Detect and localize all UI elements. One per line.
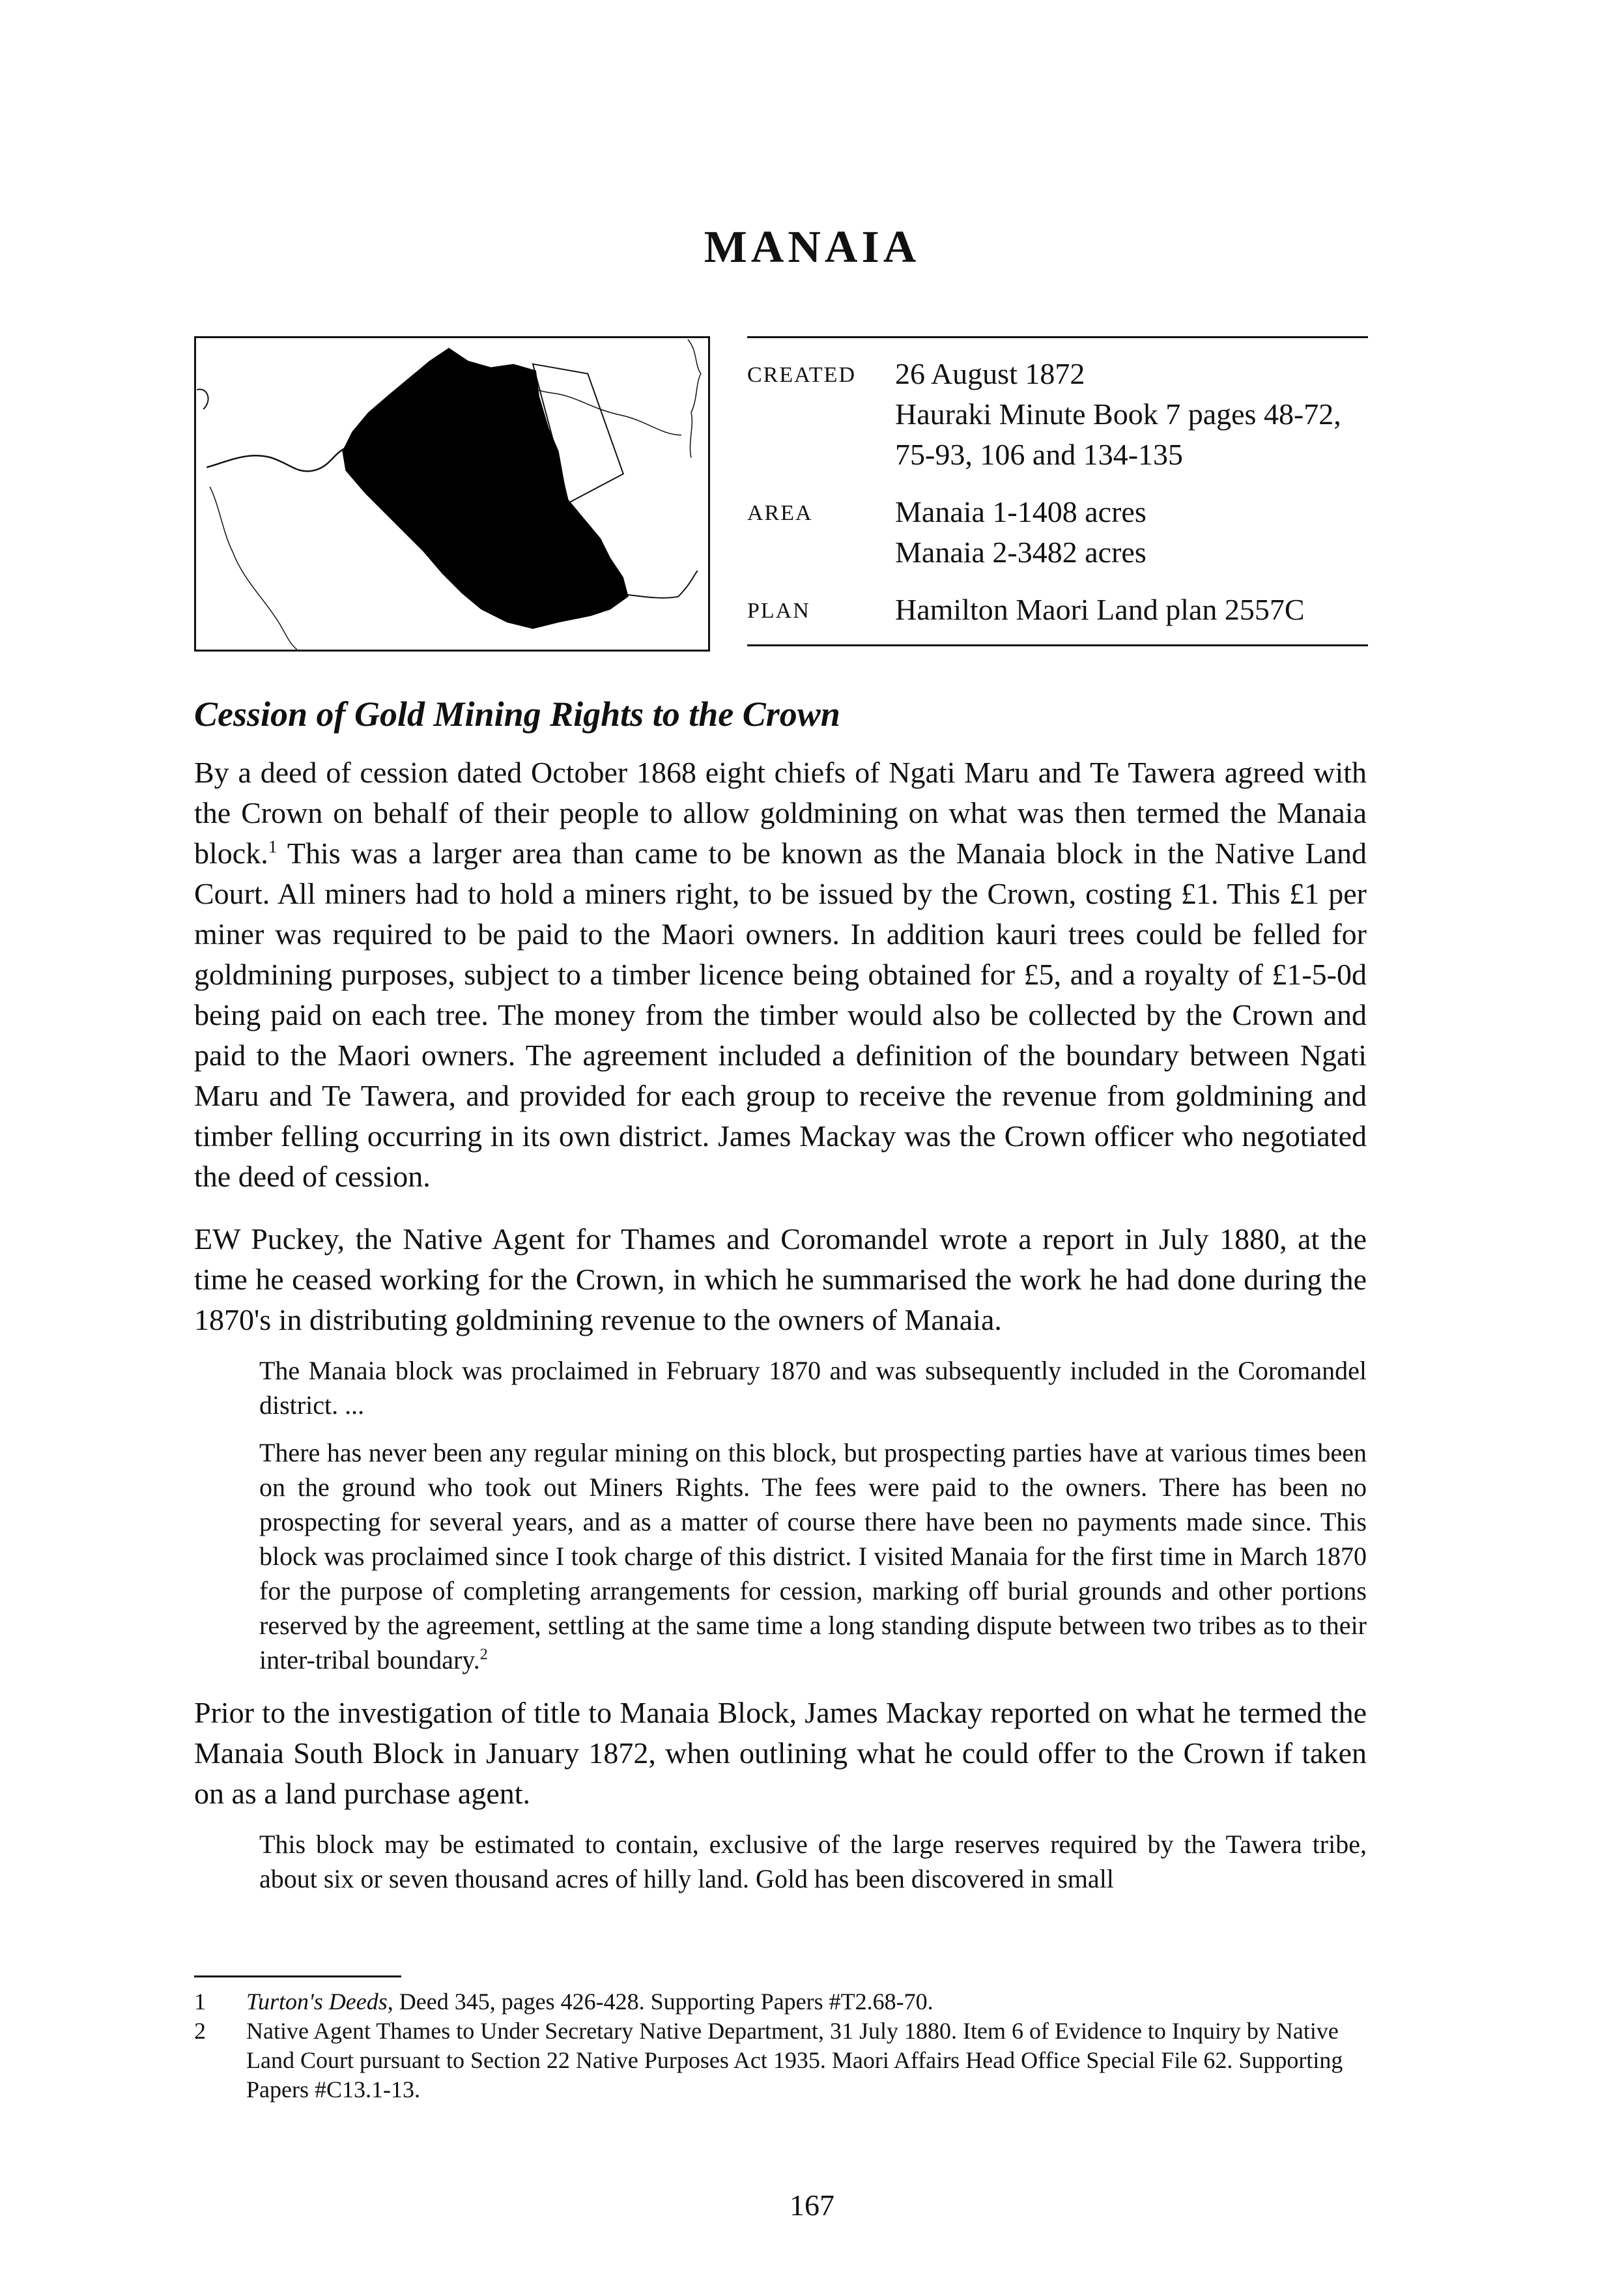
created-label: CREATED — [747, 363, 856, 387]
footnote-number: 1 — [194, 1989, 206, 2015]
plan-row — [747, 590, 1368, 630]
quote-paragraph-2: There has never been any regular mining on this block, but prospecting parties have at various times been on the ground who took out Miners Rights. The fees were paid to the owners. There has been no prospecting for several years, and as a matter of course there have been no payments made since. This block was proclaimed since I took charge of this district. I visited Manaia for the first time in March 1870 for the purpose of completing arrangements for cession, marking off burial grounds and other portions reserved by the agreement, settling at the same time a long standing dispute between two tribes as to their inter-tribal boundary.$^2$ — [259, 1438, 1367, 1674]
plan-label: PLAN — [747, 599, 810, 623]
area-row — [747, 492, 1368, 573]
area-label: AREA — [747, 501, 813, 525]
footnote-text: Native Agent Thames to Under Secretary Native Department, 31 July 1880. Item 6 of Evidence to Inquiry by Native Land Court pursuant to Section 22 Native Purposes Act 1935. Maori Affairs Head Office Special File 62. Supporting Papers #C13.1-13. — [246, 2018, 1343, 2103]
page-number: 167 — [790, 2189, 834, 2222]
paragraph-3: Prior to the investigation of title to Manaia Block, James Mackay reported on what he termed the Manaia South Block in January 1872, when outlining what he could offer to the Crown if taken on as a land purchase agent. — [194, 1696, 1367, 1810]
created-reference: Hauraki Minute Book 7 pages 48-72, — [895, 397, 1341, 431]
created-reference-cont: 75-93, 106 and 134-135 — [895, 438, 1184, 471]
area-value-1: Manaia 1-1408 acres — [895, 495, 1147, 528]
block-info-table — [747, 336, 1368, 646]
body-text — [194, 753, 1367, 1912]
footnotes — [194, 1987, 1367, 2104]
footnote-number: 2 — [194, 2018, 206, 2044]
block-quote-1 — [259, 1353, 1367, 1677]
page-title: MANAIA — [704, 222, 920, 272]
created-date: 26 August 1872 — [895, 357, 1085, 390]
footnote-ref-1: 1 — [268, 836, 278, 857]
created-row — [747, 354, 1368, 475]
map-drawing — [196, 338, 708, 650]
quote-paragraph-3: This block may be estimated to contain, exclusive of the large reserves required by the Tawera tribe, about six or seven thousand acres of hilly land. Gold has been discovered in small — [259, 1830, 1367, 1893]
section-heading: Cession of Gold Mining Rights to the Crown — [194, 695, 840, 734]
area-value-2: Manaia 2-3482 acres — [895, 536, 1147, 569]
footnote-1 — [194, 1987, 1367, 2017]
footnote-source-title: Turton's Deeds — [246, 1989, 388, 2015]
footnote-divider — [194, 1975, 401, 1977]
footnote-ref-2: 2 — [479, 1646, 488, 1663]
paragraph-1: By a deed of cession dated October 1868 eight chiefs of Ngati Maru and Te Tawera agreed with the Crown on behalf of their people to allow goldmining on what was then termed the Manaia block.$^1$ This was a larger area than came to be known as the Manaia block in the Native Land Court. All miners had to hold a miners right, to be issued by the Crown, costing £1. This £1 per miner was required to be paid to the Maori owners. In addition kauri trees could be felled for goldmining purposes, subject to a timber licence being obtained for £5, and a royalty of £1-5-0d being paid on each tree. The money from the timber would also be collected by the Crown and paid to the Maori owners. The agreement included a definition of the boundary between Ngati Maru and Te Tawera, and provided for each group to receive the revenue from goldmining and timber felling occurring in its own district. James Mackay was the Crown officer who negotiated the deed of cession. — [194, 756, 1367, 1193]
footnote-2 — [194, 2017, 1367, 2104]
block-quote-2 — [259, 1827, 1367, 1896]
quote-paragraph-1: The Manaia block was proclaimed in February 1870 and was subsequently included in the Coromandel district. ... — [259, 1356, 1367, 1420]
footnote-text: , Deed 345, pages 426-428. Supporting Papers #T2.68-70. — [387, 1989, 933, 2015]
paragraph-2: EW Puckey, the Native Agent for Thames and Coromandel wrote a report in July 1880, at the time he ceased working for the Crown, in which he summarised the work he had done during the 1870's in distributing goldmining revenue to the owners of Manaia. — [194, 1222, 1367, 1336]
block-location-map — [194, 336, 710, 652]
plan-value: Hamilton Maori Land plan 2557C — [895, 593, 1305, 626]
